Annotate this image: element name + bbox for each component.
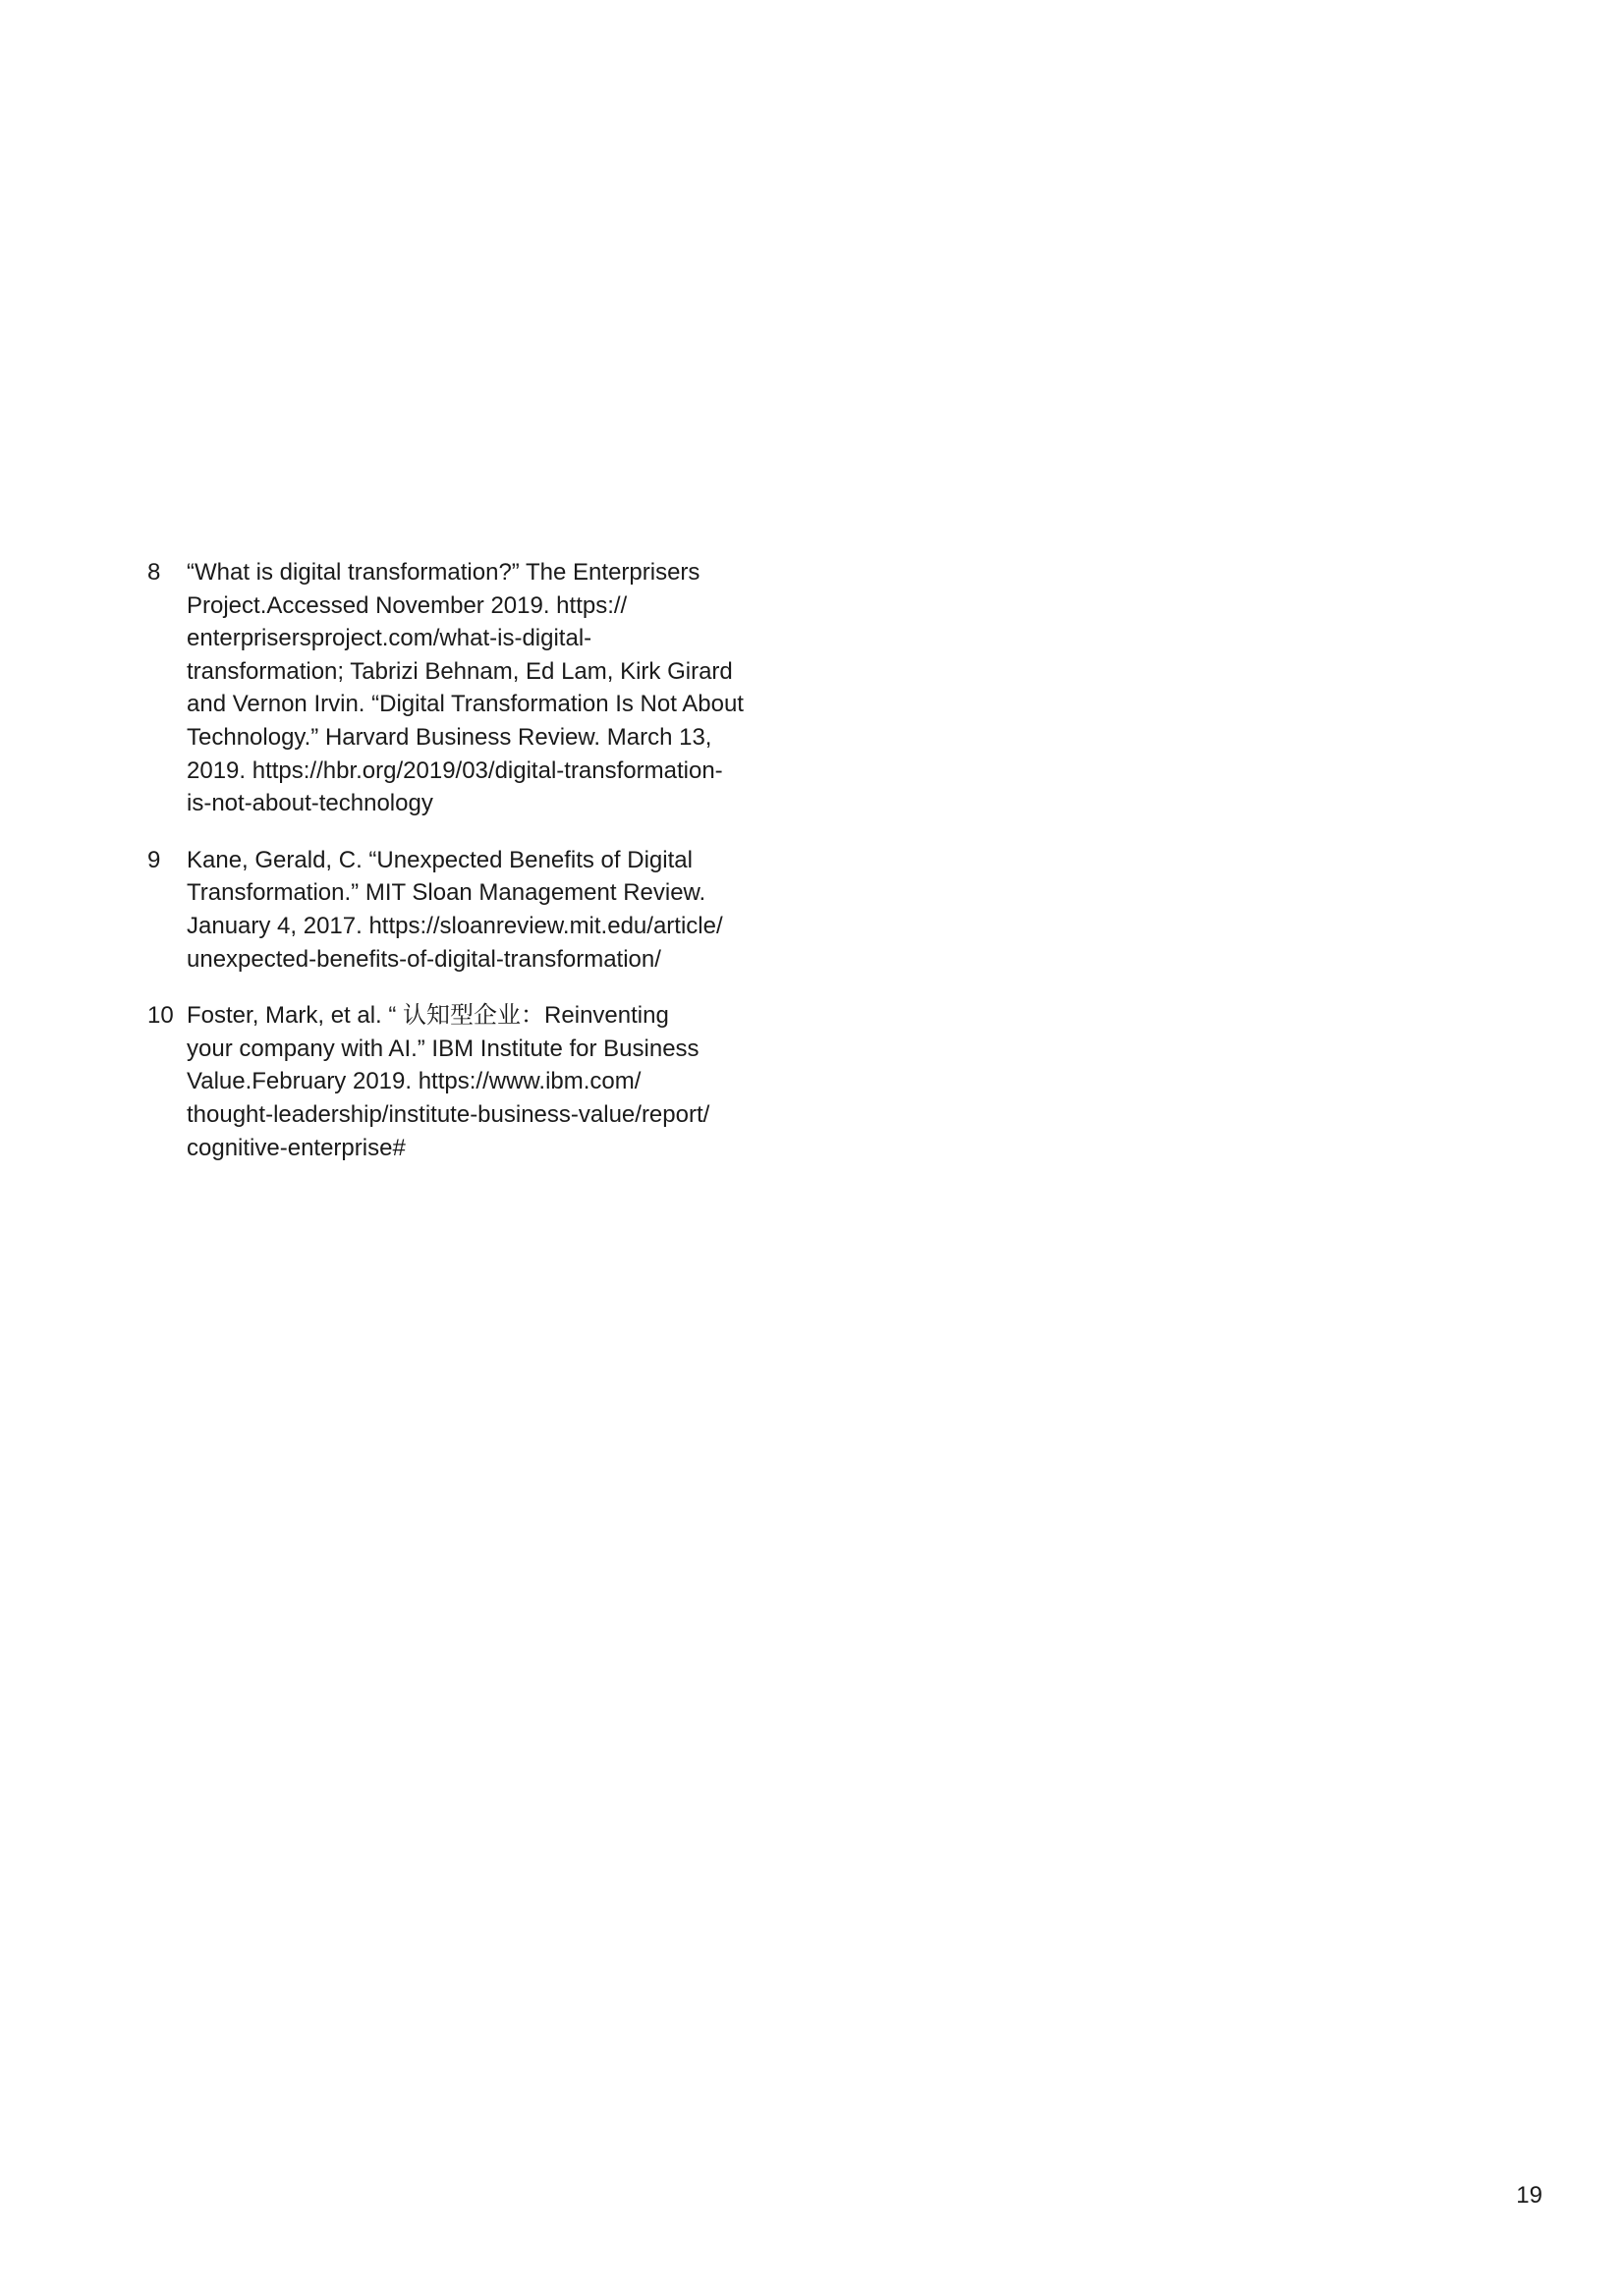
- page-number: 19: [1516, 2182, 1542, 2209]
- endnote-line: unexpected-benefits-of-digital-transformation/: [187, 945, 661, 973]
- endnote-line: transformation; Tabrizi Behnam, Ed Lam, Kirk Girard: [187, 657, 733, 685]
- endnote-8: [147, 556, 815, 820]
- endnote-line: and Vernon Irvin. “Digital Transformation Is Not About: [187, 691, 744, 718]
- endnote-line: Value.February 2019. https://www.ibm.com/: [187, 1068, 642, 1095]
- endnote-line: Transformation.” MIT Sloan Management Review.: [187, 879, 706, 907]
- endnote-text: [187, 999, 815, 1164]
- endnote-10: [147, 999, 815, 1164]
- endnote-line: Project.Accessed November 2019. https://: [187, 591, 628, 619]
- endnote-line: is-not-about-technology: [187, 790, 433, 817]
- endnote-number: 9: [147, 846, 161, 873]
- endnote-9: [147, 844, 815, 976]
- endnote-line: “What is digital transformation?” The Enterprisers: [187, 559, 700, 586]
- endnote-number: 10: [147, 1002, 174, 1030]
- endnote-line: Technology.” Harvard Business Review. March 13,: [187, 723, 712, 751]
- endnote-line: enterprisersproject.com/what-is-digital-: [187, 625, 592, 652]
- endnotes-list: [147, 556, 815, 1188]
- endnote-line: your company with AI.” IBM Institute for Business: [187, 1035, 700, 1062]
- endnote-line: Foster, Mark, et al. “ 认知型企业：Reinventing: [187, 1002, 669, 1030]
- endnote-text: [187, 844, 815, 976]
- endnote-line: Kane, Gerald, C. “Unexpected Benefits of Digital: [187, 846, 693, 873]
- endnote-line: January 4, 2017. https://sloanreview.mit.edu/article/: [187, 912, 723, 939]
- endnote-line: thought-leadership/institute-business-value/report/: [187, 1100, 710, 1128]
- endnote-text: [187, 556, 815, 820]
- endnote-number: 8: [147, 559, 161, 586]
- endnote-line: cognitive-enterprise#: [187, 1134, 406, 1161]
- endnote-line: 2019. https://hbr.org/2019/03/digital-transformation-: [187, 756, 723, 784]
